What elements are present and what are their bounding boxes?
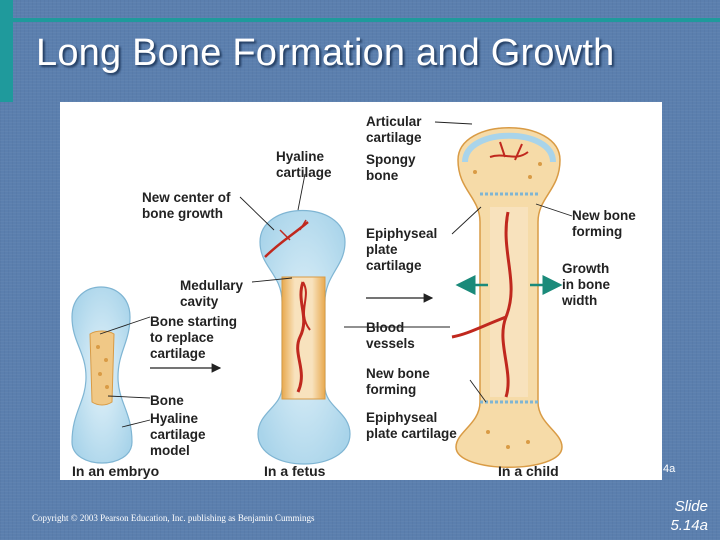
caption-child: In a child — [498, 463, 559, 479]
slide-title: Long Bone Formation and Growth — [36, 32, 615, 74]
label-hyaline-cartilage-model: Hyaline cartilage model — [150, 411, 206, 458]
bone-growth-figure — [60, 102, 662, 480]
label-spongy-bone: Spongy bone — [366, 152, 416, 183]
bone-diagram — [60, 102, 662, 480]
copyright-notice: Copyright © 2003 Pearson Education, Inc. publishing as Benjamin Cummings — [32, 513, 315, 523]
caption-embryo: In an embryo — [72, 463, 160, 479]
label-articular-cartilage: Articular cartilage — [366, 114, 422, 145]
label-new-center-bone-growth: New center of bone growth — [142, 190, 231, 221]
fetus-bone — [258, 211, 350, 465]
label-new-bone-forming-right: New bone forming — [572, 208, 636, 239]
label-epiphyseal-plate-lower: Epiphyseal plate cartilage — [366, 410, 457, 441]
label-bone-starting: Bone starting to replace cartilage — [150, 314, 238, 361]
slide-label-number: 5.14a — [670, 517, 708, 534]
caption-fetus: In a fetus — [264, 463, 326, 479]
label-epiphyseal-plate-upper: Epiphyseal plate cartilage — [366, 226, 438, 273]
slide-label — [648, 497, 708, 535]
slide-label-word: Slide — [674, 498, 708, 515]
label-new-bone-forming-mid: New bone forming — [366, 366, 430, 397]
label-growth-in-bone-width: Growth in bone width — [562, 261, 610, 308]
figure-number: 4a — [663, 463, 676, 475]
accent-bar-left — [0, 0, 13, 102]
label-medullary-cavity: Medullary cavity — [180, 278, 244, 309]
label-hyaline-cartilage: Hyaline cartilage — [276, 149, 332, 180]
label-blood-vessels: Blood vessels — [366, 320, 415, 351]
accent-bar-top — [13, 18, 720, 22]
label-bone: Bone — [150, 393, 184, 408]
child-bone — [452, 128, 562, 468]
embryo-bone-model — [72, 287, 132, 463]
